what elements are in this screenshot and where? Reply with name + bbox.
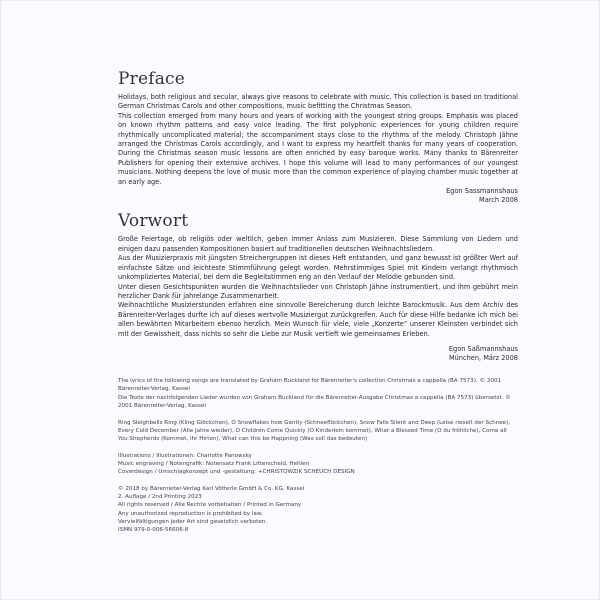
page-content (118, 69, 518, 534)
vorwort-section (118, 211, 518, 363)
song-list (118, 419, 518, 443)
preface-signature-name: Egon Sassmannshaus (446, 187, 518, 196)
vorwort-body (118, 235, 518, 338)
credit-line: Illustrations / Illustrationen: Charlotte Panowsky (118, 453, 252, 459)
preface-paragraph: This collection emerged from many hours and years of working with the youngest string groups. Emphasis was placed on known rhythm patterns and easy voice leading. The first polyphonic experiences for young children require rhythmically uncomplicated material; the accompaniment stays close to the rhythms of the melody. Christoph Jähne arranged the Christmas Carols accordingly, and I want to express my heartfelt thanks for many years of cooperation. During the Christmas season music lessons are often enriched by easy baroque works. Many thanks to Bärenreiter Publishers for opening their extensive archives. I hope this volume will lead to many performances of our youngest musicians. Nothing deepens the love of music more than the common experience of playing chamber music together at an early age. (118, 111, 518, 186)
imprint-line: 2. Auflage / 2nd Printing 2023 (118, 494, 202, 501)
vorwort-paragraph: Große Feiertage, ob religiös oder weltlich, geben immer Anlass zum Musizieren. Diese Sammlung von Liedern und einigen dazu passenden Kompositionen basiert auf traditionellen deutschen Weihnachtsliedern. (118, 235, 518, 253)
vorwort-heading: Vorwort (118, 211, 189, 232)
vorwort-paragraph: Weihnachtliche Musizierstunden erfahren eine sinnvolle Bereicherung durch leichte Barockmusik. Aus dem Archiv des Bärenreiter-Verlages durfte ich auf dieses wertvolle Musiziergut zurückgreifen. Auch für diese Hilfe bedanke ich mich bei allen bewährten Mitarbeitern ebenso herzlich. Mein Wunsch für viele, viele „Konzerte“ unserer Kleinsten verbindet sich mit der Gewissheit, dass nichts so sehr die Liebe zur Musik vertieft wie gemeinsames Erleben. (118, 301, 518, 338)
vorwort-paragraph: Aus der Musizierpraxis mit jüngsten Streichergruppen ist dieses Heft entstanden, und ganz bewusst ist größter Wert auf einfachste Sätze und leichteste Stimmführung gelegt worden. Mehrstimmiges Spiel mit Kindern verlangt rhythmisch unkompliziertes Material, bei dem die Begleitstimmen eng an den Verlauf der Melodie gebunden sind. (118, 254, 518, 282)
vorwort-signature-date: München, März 2008 (448, 354, 518, 363)
song-list-text: Ring Sleighbells Ring (Kling Glöckchen), O Snowflakes how Gently (Schneeflöckchen), Snow Falls Silent and Deep (Leise rieselt der Schnee), Every Cold December (Alle Jahre wieder), O Children Come Quickly (O Kinderlein kommet), What a Blessed Time (O du fröhliche), Come all You Shepherds (Kommet, ihr Hirten), What can this be Happning (Was soll das bedeuten) (118, 419, 511, 442)
vorwort-signature (118, 345, 518, 363)
imprint-line: Any unauthorized reproduction is prohibited by law. (118, 510, 263, 517)
preface-section (118, 69, 518, 205)
imprint-line: Vervielfältigungen jeder Art sind gesetzlich verboten. (118, 518, 268, 525)
lyrics-note-german: Die Texte der nachfolgenden Lieder wurden von Graham Buckland für die Bärenreiter-Ausgabe Christmas a cappella (BA 7573) übersetzt. © 2001 Bärenreiter-Verlag, Kassel (118, 394, 511, 409)
imprint (118, 485, 518, 534)
preface-body (118, 93, 518, 187)
credit-line: Music engraving / Notengrafik: Notensatz Frank Litterscheid, Hehlen (118, 461, 310, 468)
vorwort-paragraph: Unter diesen Gesichtspunkten wurden die Weihnachtslieder von Christoph Jähne instrumentiert, und ihm gebührt mein herzlicher Dank für jahrelange Zusammenarbeit. (118, 282, 518, 300)
vorwort-signature-name: Egon Saßmannshaus (448, 344, 518, 353)
production-credits (118, 452, 518, 476)
lyrics-note (118, 377, 518, 409)
imprint-line: All rights reserved / Alle Rechte vorbehalten / Printed in Germany (118, 502, 302, 509)
lyrics-note-english: The lyrics of the following songs are translated by Graham Buckland for Bärenreiter's collection Christmas a cappella (BA 7573). © 2001 Bärenreiter-Verlag, Kassel (118, 378, 502, 393)
preface-signature-date: March 2008 (479, 196, 518, 205)
credit-line: Coverdesign / Umschlagkonzept und -gestaltung: +CHRISTOWZIK SCHEUCH DESIGN (118, 469, 355, 476)
preface-heading: Preface (118, 69, 186, 89)
preface-signature (118, 187, 518, 205)
imprint-line: ISMN 979-0-006-56606-8 (118, 526, 189, 533)
preface-paragraph: Holidays, both religious and secular, always give reasons to celebrate with music. This collection is based on traditional German Christmas Carols and other compositions, music befitting the Christmas Season. (118, 93, 518, 111)
imprint-line: © 2018 by Bärenreiter-Verlag Karl Vötterle GmbH & Co. KG, Kassel (118, 486, 305, 493)
